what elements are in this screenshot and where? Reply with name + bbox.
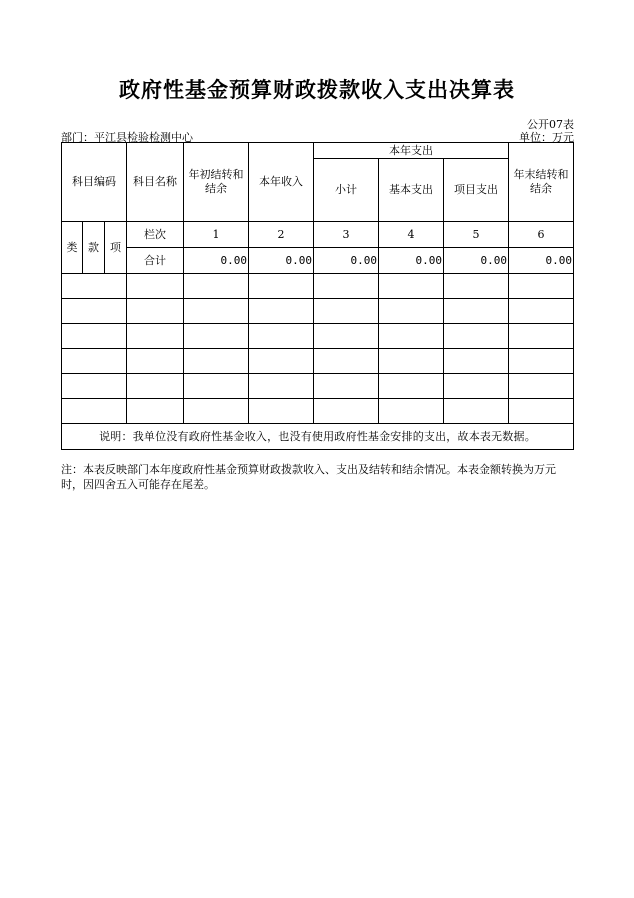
table-cell — [509, 274, 574, 299]
table-cell — [379, 399, 444, 424]
table-cell — [184, 374, 249, 399]
total-value: 0.00 — [184, 248, 249, 274]
column-index-row — [62, 222, 574, 248]
table-cell — [444, 299, 509, 324]
header-xiang: 项 — [105, 222, 127, 274]
column-number: 6 — [509, 222, 574, 248]
table-cell — [379, 374, 444, 399]
unit-label: 单位：万元 — [519, 131, 574, 144]
header-expense-group: 本年支出 — [314, 143, 509, 159]
table-row — [62, 299, 574, 324]
table-cell — [249, 399, 314, 424]
table-cell — [379, 324, 444, 349]
table-cell — [509, 374, 574, 399]
table-cell — [314, 399, 379, 424]
table-cell — [444, 324, 509, 349]
table-row — [62, 349, 574, 374]
table-cell — [314, 374, 379, 399]
total-value: 0.00 — [249, 248, 314, 274]
table-cell — [62, 299, 127, 324]
table-cell — [444, 274, 509, 299]
table-cell — [127, 374, 184, 399]
table-cell — [379, 349, 444, 374]
table-cell — [184, 274, 249, 299]
table-cell — [314, 274, 379, 299]
table-cell — [249, 349, 314, 374]
table-cell — [62, 349, 127, 374]
table-cell — [62, 399, 127, 424]
table-cell — [184, 399, 249, 424]
table-cell — [379, 274, 444, 299]
table-cell — [314, 324, 379, 349]
column-number: 1 — [184, 222, 249, 248]
table-cell — [184, 349, 249, 374]
header-lei: 类 — [62, 222, 83, 274]
department-label: 部门：平江县检验检测中心 — [61, 131, 193, 144]
header-end-balance: 年末结转和结余 — [509, 143, 574, 222]
table-cell — [444, 349, 509, 374]
table-row — [62, 324, 574, 349]
header-kuan: 款 — [83, 222, 105, 274]
table-row — [62, 399, 574, 424]
table-cell — [127, 399, 184, 424]
note-text: 说明：我单位没有政府性基金收入，也没有使用政府性基金安排的支出，故本表无数据。 — [62, 424, 574, 450]
table-cell — [314, 349, 379, 374]
header-subtotal: 小计 — [314, 159, 379, 222]
table-cell — [509, 324, 574, 349]
header-begin-balance: 年初结转和结余 — [184, 143, 249, 222]
table-cell — [249, 374, 314, 399]
table-cell — [127, 299, 184, 324]
table-cell — [127, 324, 184, 349]
table-cell — [509, 399, 574, 424]
table-cell — [184, 299, 249, 324]
table-cell — [249, 274, 314, 299]
column-number: 5 — [444, 222, 509, 248]
column-number: 3 — [314, 222, 379, 248]
column-number: 4 — [379, 222, 444, 248]
table-row — [62, 374, 574, 399]
header-row-1 — [62, 143, 574, 159]
table-cell — [62, 324, 127, 349]
header-basic-expense: 基本支出 — [379, 159, 444, 222]
table-cell — [444, 399, 509, 424]
column-index-label: 栏次 — [127, 222, 184, 248]
form-number: 公开07表 — [527, 118, 574, 131]
header-project-expense: 项目支出 — [444, 159, 509, 222]
table-cell — [62, 274, 127, 299]
header-subject-name: 科目名称 — [127, 143, 184, 222]
page-title: 政府性基金预算财政拨款收入支出决算表 — [119, 78, 515, 102]
table-cell — [249, 324, 314, 349]
total-row — [62, 248, 574, 274]
total-label: 合计 — [127, 248, 184, 274]
table-cell — [127, 274, 184, 299]
table-cell — [444, 374, 509, 399]
total-value: 0.00 — [509, 248, 574, 274]
header-subject-code: 科目编码 — [62, 143, 127, 222]
header-income: 本年收入 — [249, 143, 314, 222]
note-row — [62, 424, 574, 450]
budget-table — [61, 142, 574, 450]
total-value: 0.00 — [314, 248, 379, 274]
table-cell — [314, 299, 379, 324]
total-value: 0.00 — [379, 248, 444, 274]
table-cell — [509, 349, 574, 374]
table-cell — [62, 374, 127, 399]
table-row — [62, 274, 574, 299]
table-cell — [184, 324, 249, 349]
table-cell — [509, 299, 574, 324]
table-cell — [249, 299, 314, 324]
footnote: 注：本表反映部门本年度政府性基金预算财政拨款收入、支出及结转和结余情况。本表金额转换为万元时，因四舍五入可能存在尾差。 — [61, 463, 556, 491]
total-value: 0.00 — [444, 248, 509, 274]
table-cell — [127, 349, 184, 374]
table-cell — [379, 299, 444, 324]
column-number: 2 — [249, 222, 314, 248]
